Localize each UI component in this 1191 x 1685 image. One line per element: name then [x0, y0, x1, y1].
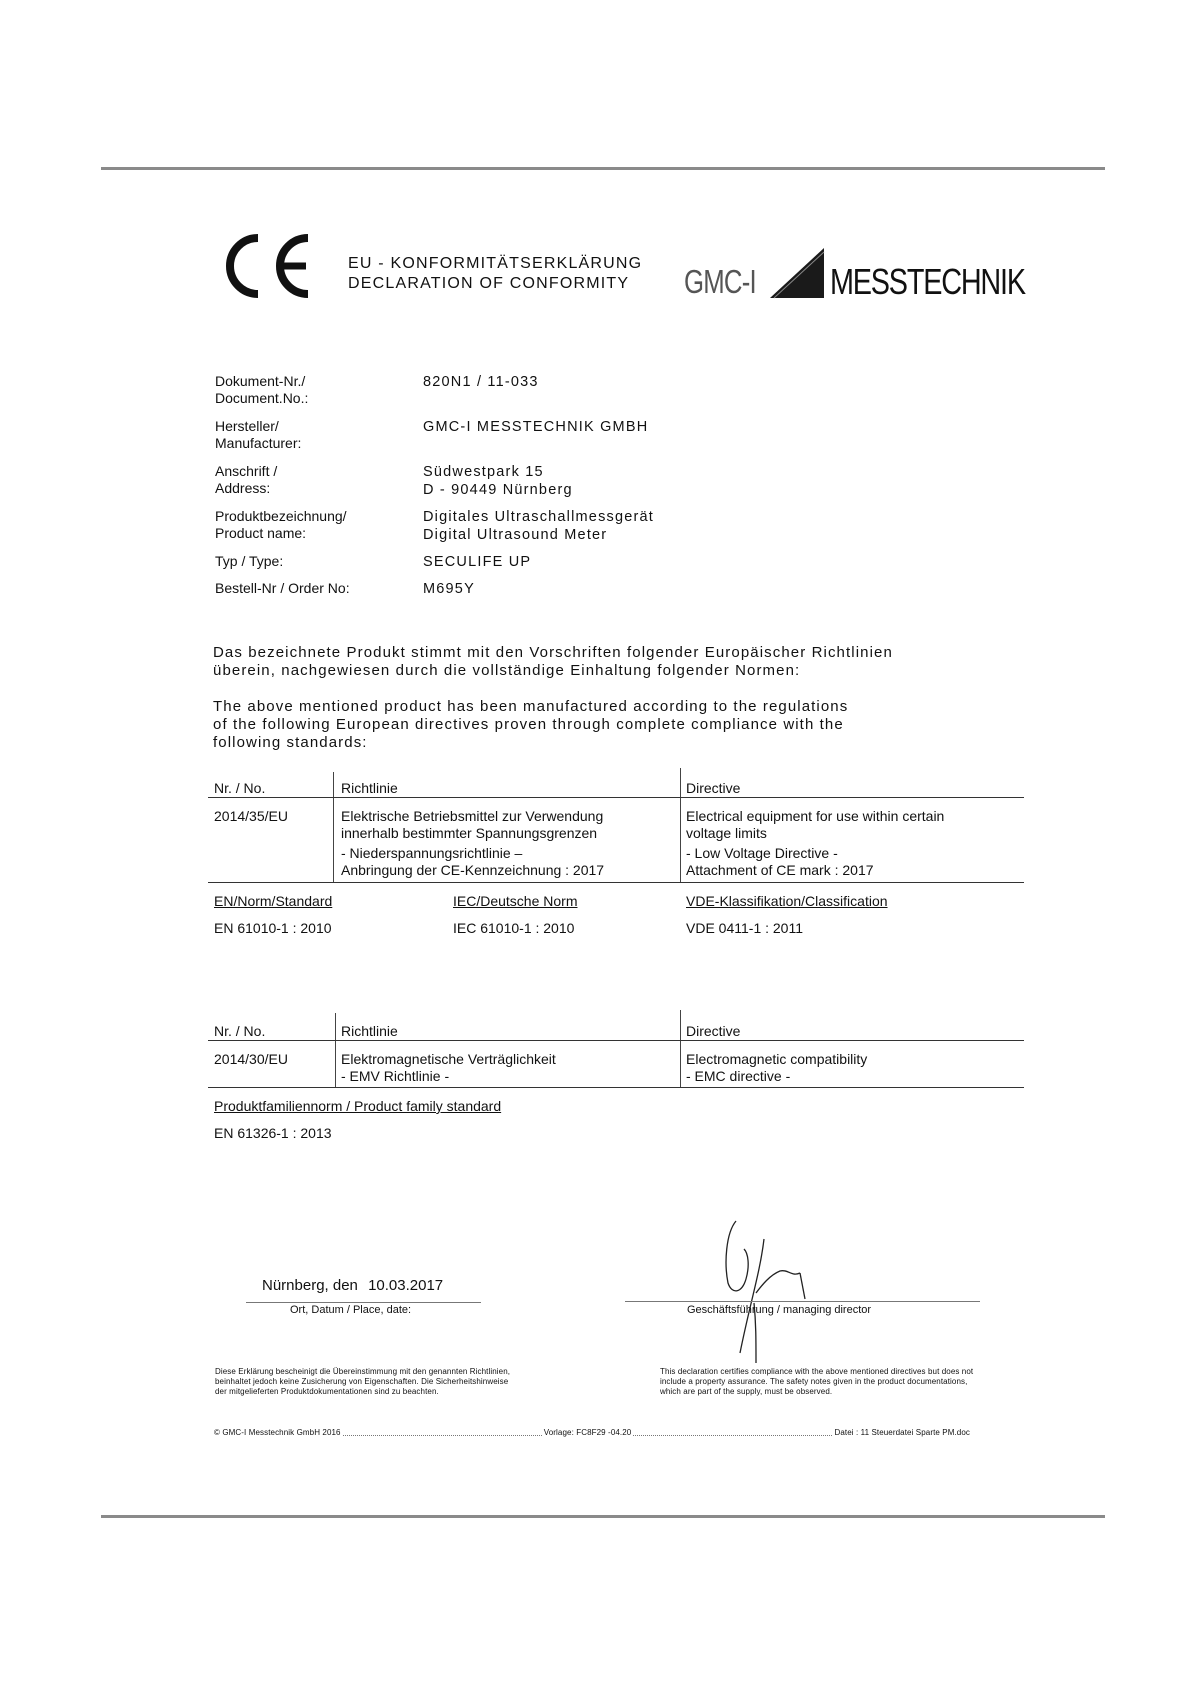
meta-value-order: M695Y	[423, 581, 475, 597]
note-en-line: This declaration certifies compliance with the above mentioned directives but does not	[660, 1367, 974, 1376]
bottom-rule	[101, 1515, 1105, 1518]
declaration-title	[348, 254, 642, 294]
directive-en-line: - Low Voltage Directive -	[686, 845, 838, 861]
directive-en-line: Electromagnetic compatibility	[686, 1051, 868, 1067]
directive-text-de	[341, 808, 604, 879]
directive-text-de	[341, 1051, 556, 1085]
product-family-standard-value: EN 61326-1 : 2013	[214, 1125, 332, 1141]
label-en: Address:	[215, 480, 271, 496]
meta-label-order: Bestell-Nr / Order No:	[215, 580, 350, 596]
standard-value-en: EN 61010-1 : 2010	[214, 920, 332, 936]
footer-file: Datei : 11 Steuerdatei Sparte PM.doc	[834, 1428, 971, 1437]
footer-leader	[343, 1430, 542, 1436]
table-divider	[680, 768, 681, 882]
table-divider	[680, 1010, 681, 1087]
note-de-line: beinhaltet jedoch keine Zusicherung von Eigenschaften. Die Sicherheitshinweise	[215, 1377, 509, 1386]
note-de	[215, 1367, 595, 1397]
brand-name: MESSTECHNIK	[830, 261, 1025, 302]
directive-text-en	[686, 808, 944, 879]
signature-graphic	[690, 1213, 830, 1363]
title-en: DECLARATION OF CONFORMITY	[348, 275, 630, 292]
label-de: Hersteller/	[215, 418, 279, 434]
table-divider	[333, 772, 334, 882]
meta-value-product	[423, 508, 654, 544]
note-de-line: der mitgelieferten Produktdokumentationen sind zu beachten.	[215, 1387, 439, 1396]
meta-label-manufacturer	[215, 418, 301, 452]
label-de: Dokument-Nr./	[215, 373, 306, 389]
table-bottom-line	[208, 1087, 1024, 1088]
footer-copyright: © GMC-I Messtechnik GmbH 2016	[214, 1428, 341, 1437]
label-de: Anschrift /	[215, 463, 278, 479]
directive-number: 2014/35/EU	[214, 808, 288, 824]
triangle-logo-icon	[768, 246, 828, 300]
place-caption: Ort, Datum / Place, date:	[290, 1304, 412, 1316]
note-de-line: Diese Erklärung bescheinigt die Übereinstimmung mit den genannten Richtlinien,	[215, 1367, 511, 1376]
meta-value-address	[423, 463, 573, 499]
standard-header-vde: VDE-Klassifikation/Classification	[686, 893, 888, 909]
directive-de-line: innerhalb bestimmter Spannungsgrenzen	[341, 825, 598, 841]
intro-de-line: Das bezeichnete Produkt stimmt mit den Vorschriften folgender Europäischer Richtlinien	[213, 644, 893, 661]
directive-de-line: Elektrische Betriebsmittel zur Verwendung	[341, 808, 604, 824]
meta-label-product	[215, 508, 347, 542]
col-de-header: Richtlinie	[341, 780, 398, 796]
footer-template: Vorlage: FC8F29 -04.20	[543, 1428, 632, 1437]
table-header-line	[208, 797, 1024, 798]
meta-value-type: SECULIFE UP	[423, 554, 532, 570]
director-caption: Geschäftsführung / managing director	[687, 1304, 872, 1316]
col-no-header: Nr. / No.	[214, 1023, 266, 1039]
ce-mark-logo	[218, 232, 314, 300]
standard-header-iec: IEC/Deutsche Norm	[453, 893, 578, 909]
intro-en-line: of the following European directives proven through complete compliance with the	[213, 716, 844, 733]
meta-value-doc: 820N1 / 11-033	[423, 374, 539, 390]
brand-logo	[684, 244, 1074, 300]
address-line-1: Südwestpark 15	[423, 464, 544, 480]
standard-value-iec: IEC 61010-1 : 2010	[453, 920, 575, 936]
place-date	[262, 1277, 443, 1294]
meta-label-doc	[215, 373, 308, 407]
standard-value-vde: VDE 0411-1 : 2011	[686, 920, 804, 936]
directive-text-en	[686, 1051, 867, 1085]
directive-de-line: Elektromagnetische Verträglichkeit	[341, 1051, 556, 1067]
intro-en	[213, 698, 848, 752]
brand-prefix: GMC-I	[684, 263, 756, 300]
col-en-header: Directive	[686, 1023, 741, 1039]
product-family-standard-heading: Produktfamiliennorm / Product family standard	[214, 1098, 502, 1114]
directive-de-line: - EMV Richtlinie -	[341, 1068, 450, 1084]
directive-en-line: - EMC directive -	[686, 1068, 791, 1084]
col-no-header: Nr. / No.	[214, 780, 266, 796]
meta-label-address	[215, 463, 277, 497]
intro-de-line: überein, nachgewiesen durch die vollständige Einhaltung folgender Normen:	[213, 662, 801, 679]
directive-en-line: Electrical equipment for use within certain	[686, 808, 945, 824]
label-en: Manufacturer:	[215, 435, 302, 451]
product-name-de: Digitales Ultraschallmessgerät	[423, 509, 655, 525]
note-en-line: which are part of the supply, must be observed.	[660, 1387, 833, 1396]
note-en-line: include a property assurance. The safety notes given in the product documentations,	[660, 1377, 968, 1386]
intro-en-line: The above mentioned product has been manufactured according to the regulations	[213, 698, 849, 715]
directive-de-line: - Niederspannungsrichtlinie –	[341, 845, 523, 861]
meta-value-manufacturer: GMC-I MESSTECHNIK GMBH	[423, 419, 649, 435]
table-bottom-line	[208, 882, 1024, 883]
table-header-line	[208, 1040, 1024, 1041]
title-de: EU - KONFORMITÄTSERKLÄRUNG	[348, 255, 643, 272]
directive-en-line: voltage limits	[686, 825, 767, 841]
standard-header-en: EN/Norm/Standard	[214, 893, 333, 909]
directive-de-line: Anbringung der CE-Kennzeichnung : 2017	[341, 862, 605, 878]
label-en: Document.No.:	[215, 390, 309, 406]
director-line	[625, 1301, 980, 1302]
meta-label-type: Typ / Type:	[215, 553, 284, 569]
label-de: Produktbezeichnung/	[215, 508, 347, 524]
top-rule	[101, 167, 1105, 170]
col-en-header: Directive	[686, 780, 741, 796]
date-text: 10.03.2017	[368, 1277, 444, 1294]
col-de-header: Richtlinie	[341, 1023, 398, 1039]
directive-en-line: Attachment of CE mark : 2017	[686, 862, 874, 878]
directive-number: 2014/30/EU	[214, 1051, 288, 1067]
intro-de	[213, 644, 893, 680]
address-line-2: D - 90449 Nürnberg	[423, 482, 573, 498]
table-divider	[335, 1013, 336, 1087]
footer-line	[214, 1428, 970, 1438]
note-en	[660, 1367, 1060, 1397]
intro-en-line: following standards:	[213, 734, 368, 751]
place-date-line	[246, 1302, 481, 1303]
product-name-en: Digital Ultrasound Meter	[423, 527, 608, 543]
place-text: Nürnberg, den	[262, 1277, 358, 1294]
footer-leader	[633, 1430, 832, 1436]
label-en: Product name:	[215, 525, 307, 541]
